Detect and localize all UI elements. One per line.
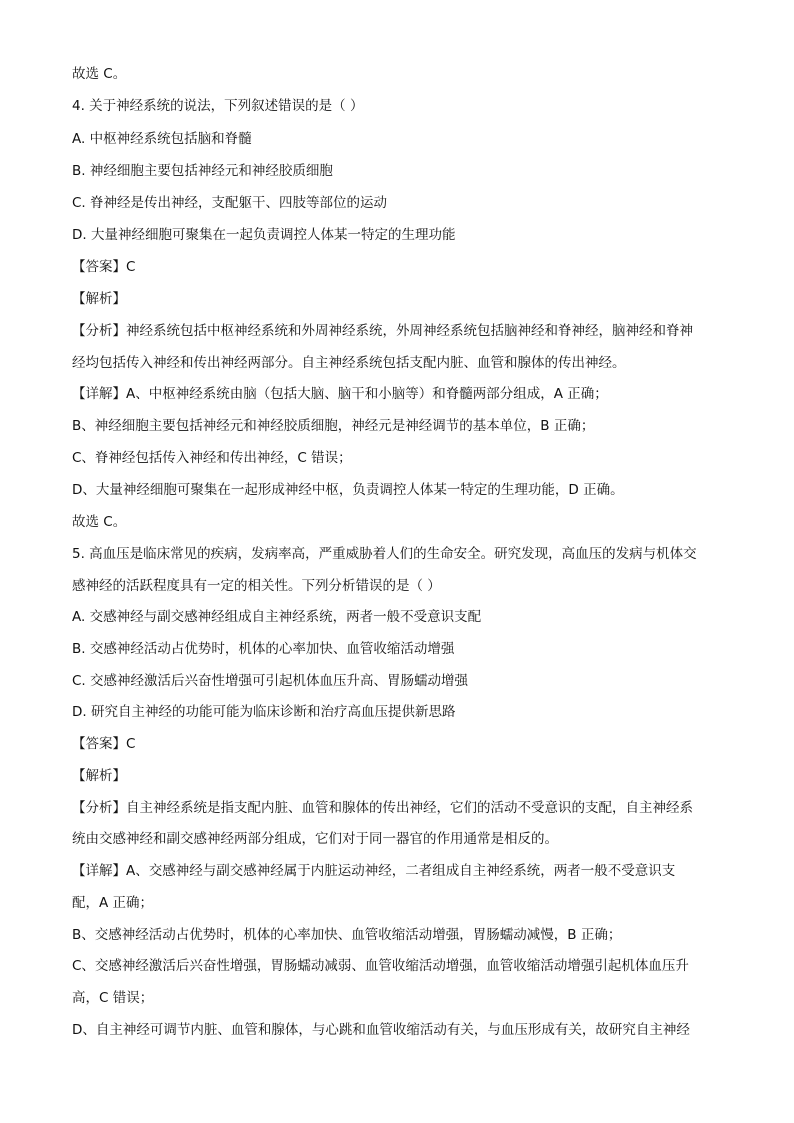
- text-line: 【详解】A、交感神经与副交感神经属于内脏运动神经，二者组成自主神经系统，两者一般不受意识支: [72, 863, 676, 879]
- answer-label: 【答案】C: [72, 736, 136, 752]
- option-d: D. 大量神经细胞可聚集在一起负责调控人体某一特定的生理功能: [72, 227, 456, 243]
- text-line: 高，C 错误；: [72, 990, 154, 1006]
- text-line: 【详解】A、中枢神经系统由脑（包括大脑、脑干和小脑等）和脊髓两部分组成，A 正确；: [72, 386, 608, 402]
- text-line: D、大量神经细胞可聚集在一起形成神经中枢，负责调控人体某一特定的生理功能，D 正确。: [72, 482, 624, 498]
- option-b: B. 神经细胞主要包括神经元和神经胶质细胞: [72, 163, 333, 179]
- text-line: 统由交感神经和副交感神经两部分组成，它们对于同一器官的作用通常是相反的。: [72, 831, 558, 847]
- analysis-label: 【解析】: [72, 768, 126, 784]
- question-4-stem: 4. 关于神经系统的说法，下列叙述错误的是（ ）: [72, 98, 364, 114]
- answer-label: 【答案】C: [72, 259, 136, 275]
- option-a: A. 交感神经与副交感神经组成自主神经系统，两者一般不受意识支配: [72, 609, 482, 625]
- text-line: 【分析】神经系统包括中枢神经系统和外周神经系统，外周神经系统包括脑神经和脊神经，脑神经和脊神: [72, 323, 693, 339]
- question-5-stem: 感神经的活跃程度具有一定的相关性。下列分析错误的是（ ）: [72, 578, 441, 594]
- text-line: 配，A 正确；: [72, 895, 154, 911]
- text-line: 【分析】自主神经系统是指支配内脏、血管和腺体的传出神经，它们的活动不受意识的支配，自主神经系: [72, 800, 693, 816]
- text-line: 故选 C。: [72, 514, 127, 530]
- analysis-label: 【解析】: [72, 291, 126, 307]
- option-c: C. 交感神经激活后兴奋性增强可引起机体血压升高、胃肠蠕动增强: [72, 673, 469, 689]
- text-line: B、神经细胞主要包括神经元和神经胶质细胞，神经元是神经调节的基本单位，B 正确；: [72, 418, 595, 434]
- text-line: 故选 C。: [72, 66, 127, 82]
- option-b: B. 交感神经活动占优势时，机体的心率加快、血管收缩活动增强: [72, 641, 455, 657]
- option-d: D. 研究自主神经的功能可能为临床诊断和治疗高血压提供新思路: [72, 704, 456, 720]
- option-a: A. 中枢神经系统包括脑和脊髓: [72, 131, 252, 147]
- text-line: D、自主神经可调节内脏、血管和腺体，与心跳和血管收缩活动有关，与血压形成有关，故研究自主神经: [72, 1022, 690, 1038]
- question-5-stem: 5. 高血压是临床常见的疾病，发病率高，严重威胁着人们的生命安全。研究发现，高血压的发病与机体交: [72, 546, 697, 562]
- text-line: 经均包括传入神经和传出神经两部分。自主神经系统包括支配内脏、血管和腺体的传出神经。: [72, 355, 626, 371]
- text-line: C、交感神经激活后兴奋性增强，胃肠蠕动减弱、血管收缩活动增强，血管收缩活动增强引起机体血压升: [72, 958, 689, 974]
- text-line: B、交感神经活动占优势时，机体的心率加快、血管收缩活动增强，胃肠蠕动减慢，B 正确；: [72, 927, 622, 943]
- option-c: C. 脊神经是传出神经，支配躯干、四肢等部位的运动: [72, 195, 388, 211]
- text-line: C、脊神经包括传入神经和传出神经，C 错误；: [72, 450, 352, 466]
